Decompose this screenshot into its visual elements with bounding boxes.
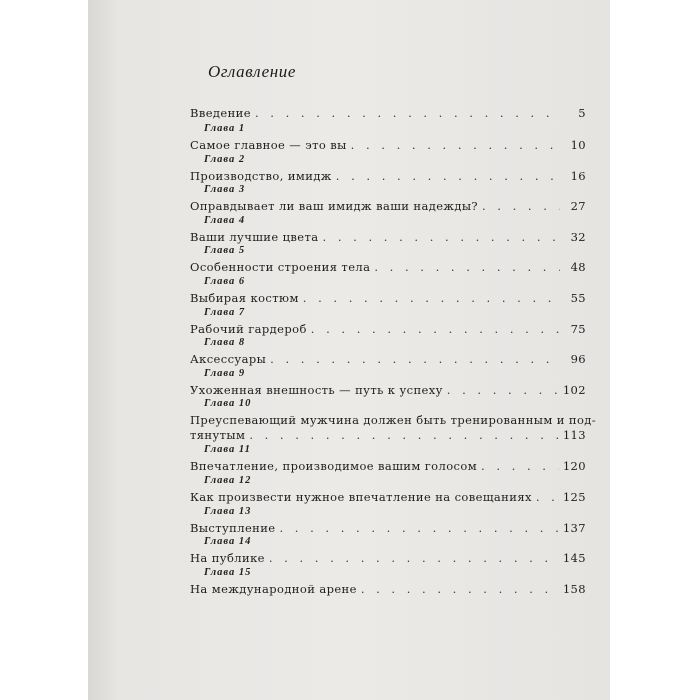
toc-entry-chapter-4 bbox=[190, 215, 586, 246]
toc-entry-page: 55 bbox=[570, 290, 586, 305]
toc-entry-chapter-7 bbox=[190, 307, 586, 338]
toc-entry-title: На международной арене bbox=[190, 581, 357, 596]
toc-entry-title: Самое главное — это вы bbox=[190, 138, 347, 152]
toc-entry-title: Оправдывает ли ваш имидж ваши надежды? bbox=[190, 199, 478, 214]
toc-entry-page: 102 bbox=[562, 382, 586, 397]
toc-entry-chapter-13 bbox=[190, 506, 586, 537]
toc-entry-page: 75 bbox=[570, 321, 586, 336]
leader-dots bbox=[481, 459, 559, 473]
toc-entry-title: Особенности строения тела bbox=[190, 260, 371, 275]
toc-entry-title: Аксессуары bbox=[190, 352, 267, 367]
toc-entry-intro bbox=[190, 106, 586, 123]
toc-entry-chapter-9 bbox=[190, 368, 586, 399]
toc-entry-chapter-8 bbox=[190, 337, 586, 368]
leader-dots bbox=[311, 322, 560, 336]
toc-entry-page: 27 bbox=[570, 199, 586, 214]
toc-entry-page: 16 bbox=[570, 168, 586, 183]
leader-dots bbox=[249, 428, 559, 442]
leader-dots bbox=[447, 383, 559, 397]
chapter-label: Глава 6 bbox=[204, 275, 246, 287]
toc-entry-page: 125 bbox=[562, 489, 586, 504]
toc-entry-title-line1: Преуспевающий мужчина должен быть тренированным и под- bbox=[190, 413, 597, 428]
leader-dots bbox=[303, 291, 560, 305]
leader-dots bbox=[351, 138, 560, 152]
leader-dots bbox=[269, 551, 559, 565]
toc-entry-chapter-6 bbox=[190, 276, 586, 307]
toc-entry-title: Выбирая костюм bbox=[190, 290, 299, 305]
leader-dots bbox=[336, 169, 560, 183]
toc-entry-chapter-2 bbox=[190, 154, 586, 185]
chapter-label: Глава 8 bbox=[204, 337, 246, 349]
chapter-label: Глава 1 bbox=[204, 123, 246, 134]
toc-entry-page: 137 bbox=[562, 520, 586, 535]
toc-entry-chapter-5 bbox=[190, 245, 586, 276]
leader-dots bbox=[361, 582, 559, 596]
table-of-contents bbox=[190, 106, 597, 597]
chapter-label: Глава 15 bbox=[204, 566, 252, 578]
chapter-label: Глава 7 bbox=[204, 306, 246, 318]
chapter-label: Глава 11 bbox=[204, 444, 251, 456]
toc-entry-page: 48 bbox=[570, 260, 586, 275]
toc-entry-chapter-1 bbox=[190, 123, 586, 154]
chapter-label: Глава 9 bbox=[204, 367, 246, 379]
toc-entry-page: 120 bbox=[562, 459, 586, 474]
chapter-label: Глава 3 bbox=[204, 184, 246, 196]
toc-entry-title: На публике bbox=[190, 551, 265, 566]
toc-entry-page: 32 bbox=[570, 229, 586, 244]
leader-dots bbox=[255, 106, 560, 120]
leader-dots bbox=[323, 230, 560, 244]
toc-entry-title: Рабочий гардероб bbox=[190, 321, 307, 336]
chapter-label: Глава 2 bbox=[204, 153, 246, 165]
toc-entry-page: 113 bbox=[562, 428, 586, 443]
leader-dots bbox=[270, 352, 560, 366]
toc-entry-chapter-14 bbox=[190, 536, 586, 567]
chapter-label: Глава 10 bbox=[204, 398, 252, 410]
chapter-label: Глава 5 bbox=[204, 245, 246, 257]
chapter-label: Глава 13 bbox=[204, 505, 252, 517]
chapter-label: Глава 4 bbox=[204, 214, 246, 226]
toc-entry-title-line2: тянутым bbox=[190, 428, 246, 443]
toc-entry-title: Выступление bbox=[190, 520, 276, 535]
toc-entry-title: Ухоженная внешность — путь к успеху bbox=[190, 382, 443, 397]
chapter-label: Глава 12 bbox=[204, 474, 252, 486]
toc-entry-title: Ваши лучшие цвета bbox=[190, 229, 319, 244]
toc-entry-page: 145 bbox=[562, 551, 586, 566]
toc-heading: Оглавление bbox=[208, 62, 297, 81]
toc-entry-page: 5 bbox=[578, 106, 586, 120]
toc-entry-title: Введение bbox=[190, 106, 251, 120]
toc-entry-page: 158 bbox=[562, 581, 586, 596]
toc-entry-page: 10 bbox=[570, 138, 586, 152]
leader-dots bbox=[279, 521, 558, 535]
leader-dots bbox=[374, 260, 560, 274]
toc-entry-chapter-10 bbox=[190, 398, 597, 444]
toc-entry-page: 96 bbox=[570, 352, 586, 367]
leader-dots bbox=[536, 490, 559, 504]
toc-entry-title: Как произвести нужное впечатление на совещаниях bbox=[190, 489, 532, 504]
toc-entry-chapter-3 bbox=[190, 184, 586, 215]
leader-dots bbox=[482, 199, 560, 213]
toc-entry-chapter-15 bbox=[190, 567, 586, 598]
toc-entry-title: Производство, имидж bbox=[190, 168, 332, 183]
toc-entry-chapter-12 bbox=[190, 475, 586, 506]
toc-entry-chapter-11 bbox=[190, 444, 586, 475]
toc-entry-title: Впечатление, производимое вашим голосом bbox=[190, 459, 478, 474]
chapter-label: Глава 14 bbox=[204, 536, 252, 548]
